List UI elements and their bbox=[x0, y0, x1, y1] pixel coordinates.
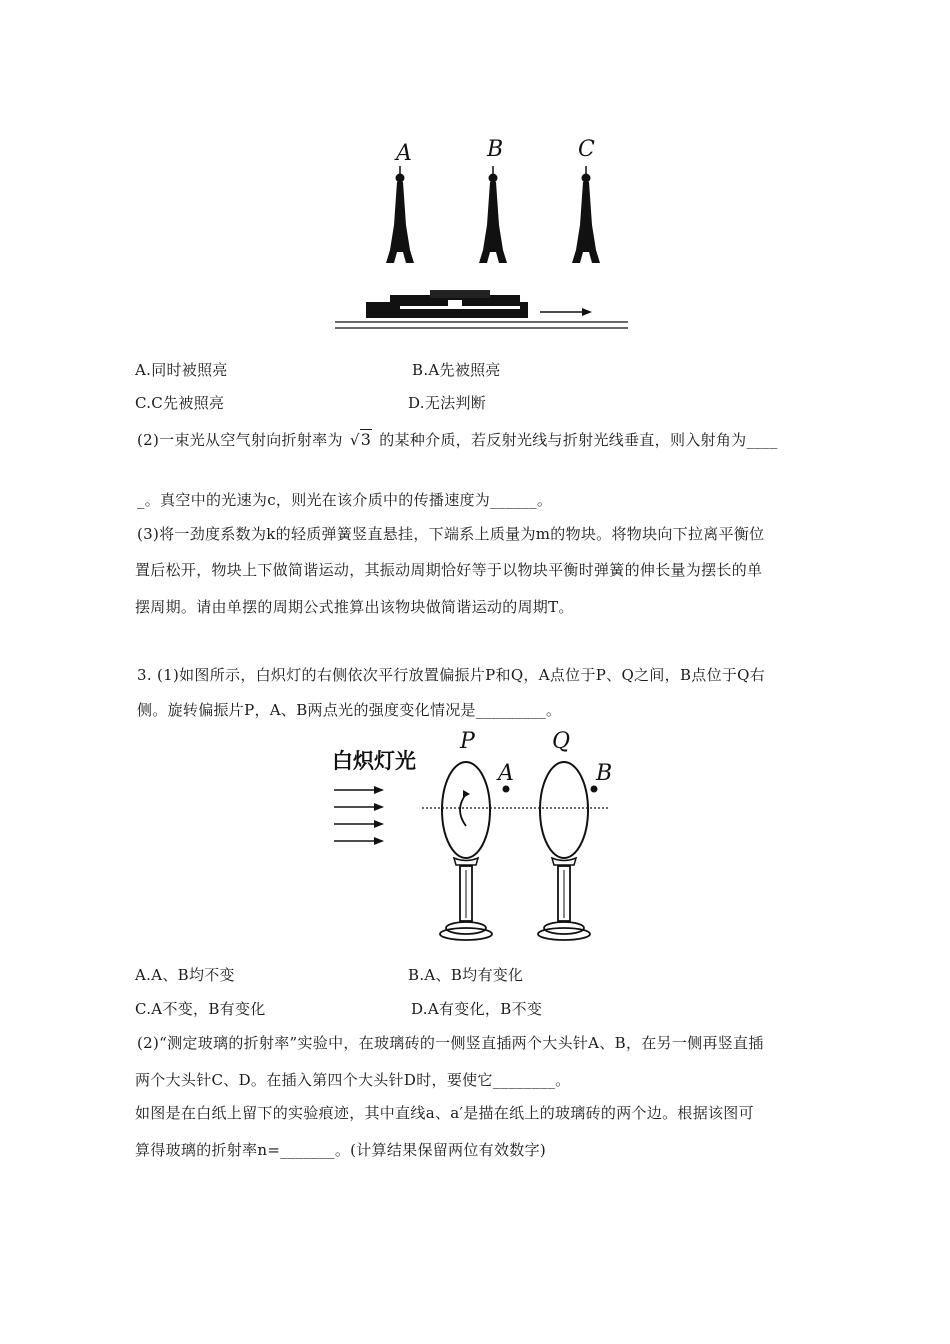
option-a: A.A、B均不变 bbox=[135, 966, 235, 984]
tower-label-b: B bbox=[487, 137, 504, 162]
question-3-2-line3: 如图是在白纸上留下的实验痕迹，其中直线a、a′是描在纸上的玻璃砖的两个边。根据该图可 bbox=[135, 1104, 754, 1122]
option-c: C.A不变，B有变化 bbox=[135, 1000, 266, 1018]
option-c: C.C先被照亮 bbox=[135, 394, 225, 412]
question-3-1-line2: 侧。旋转偏振片P，A、B两点光的强度变化情况是_________。 bbox=[137, 701, 562, 719]
direction-arrow-icon bbox=[540, 308, 592, 316]
tower-a bbox=[386, 166, 414, 263]
label-q: Q bbox=[552, 729, 571, 754]
option-d: D.无法判断 bbox=[408, 394, 487, 412]
label-p: P bbox=[460, 729, 475, 754]
tower-c bbox=[572, 166, 600, 263]
label-b: B bbox=[596, 761, 613, 786]
point-a bbox=[503, 786, 510, 793]
question-2-3-line2: 置后松开，物块上下做简谐运动，其振动周期恰好等于以物块平衡时弹簧的伸长量为摆长的单 bbox=[135, 561, 763, 579]
option-b: B.A先被照亮 bbox=[412, 361, 501, 379]
train bbox=[366, 290, 528, 318]
tower-b bbox=[479, 166, 507, 263]
question-2-2-line1 bbox=[137, 430, 778, 450]
light-arrows bbox=[334, 786, 384, 845]
light-label: 白炽灯光 bbox=[332, 749, 416, 773]
question-2-2-suffix: 的某种介质，若反射光线与折射光线垂直，则入射角为____ bbox=[379, 431, 778, 449]
question-3-2-line1: (2)“测定玻璃的折射率”实验中，在玻璃砖的一侧竖直插两个大头针A、B，在另一侧再竖直插 bbox=[137, 1034, 764, 1052]
question-3-2-line2: 两个大头针C、D。在插入第四个大头针D时，要使它________。 bbox=[135, 1071, 571, 1089]
option-a: A.同时被照亮 bbox=[135, 361, 228, 379]
question-3-2-line4: 算得玻璃的折射率n=_______。(计算结果保留两位有效数字) bbox=[135, 1141, 547, 1159]
option-b: B.A、B均有变化 bbox=[408, 966, 524, 984]
question-2-2-line2: _。真空中的光速为c，则光在该介质中的传播速度为______。 bbox=[137, 491, 553, 509]
question-2-3-line3: 摆周期。请由单摆的周期公式推算出该物块做简谐运动的周期T。 bbox=[135, 598, 574, 616]
polarizer-p bbox=[440, 762, 492, 940]
question-3-1-line1: 3. (1)如图所示，白炽灯的右侧依次平行放置偏振片P和Q，A点位于P、Q之间，B点位于Q右 bbox=[137, 666, 766, 684]
label-a: A bbox=[498, 761, 514, 786]
polarizer-q bbox=[538, 762, 590, 940]
point-b bbox=[591, 786, 598, 793]
tower-label-c: C bbox=[578, 137, 595, 162]
tower-label-a: A bbox=[396, 141, 412, 166]
question-2-3-line1: (3)将一劲度系数为k的轻质弹簧竖直悬挂，下端系上质量为m的物块。将物块向下拉离平衡位 bbox=[137, 525, 765, 543]
sqrt-symbol: √3 bbox=[349, 430, 372, 449]
question-2-2-prefix: (2)一束光从空气射向折射率为 bbox=[137, 431, 343, 449]
option-d: D.A有变化，B不变 bbox=[411, 1000, 543, 1018]
towers-train-figure bbox=[330, 130, 630, 340]
polarizer-figure bbox=[330, 728, 630, 946]
